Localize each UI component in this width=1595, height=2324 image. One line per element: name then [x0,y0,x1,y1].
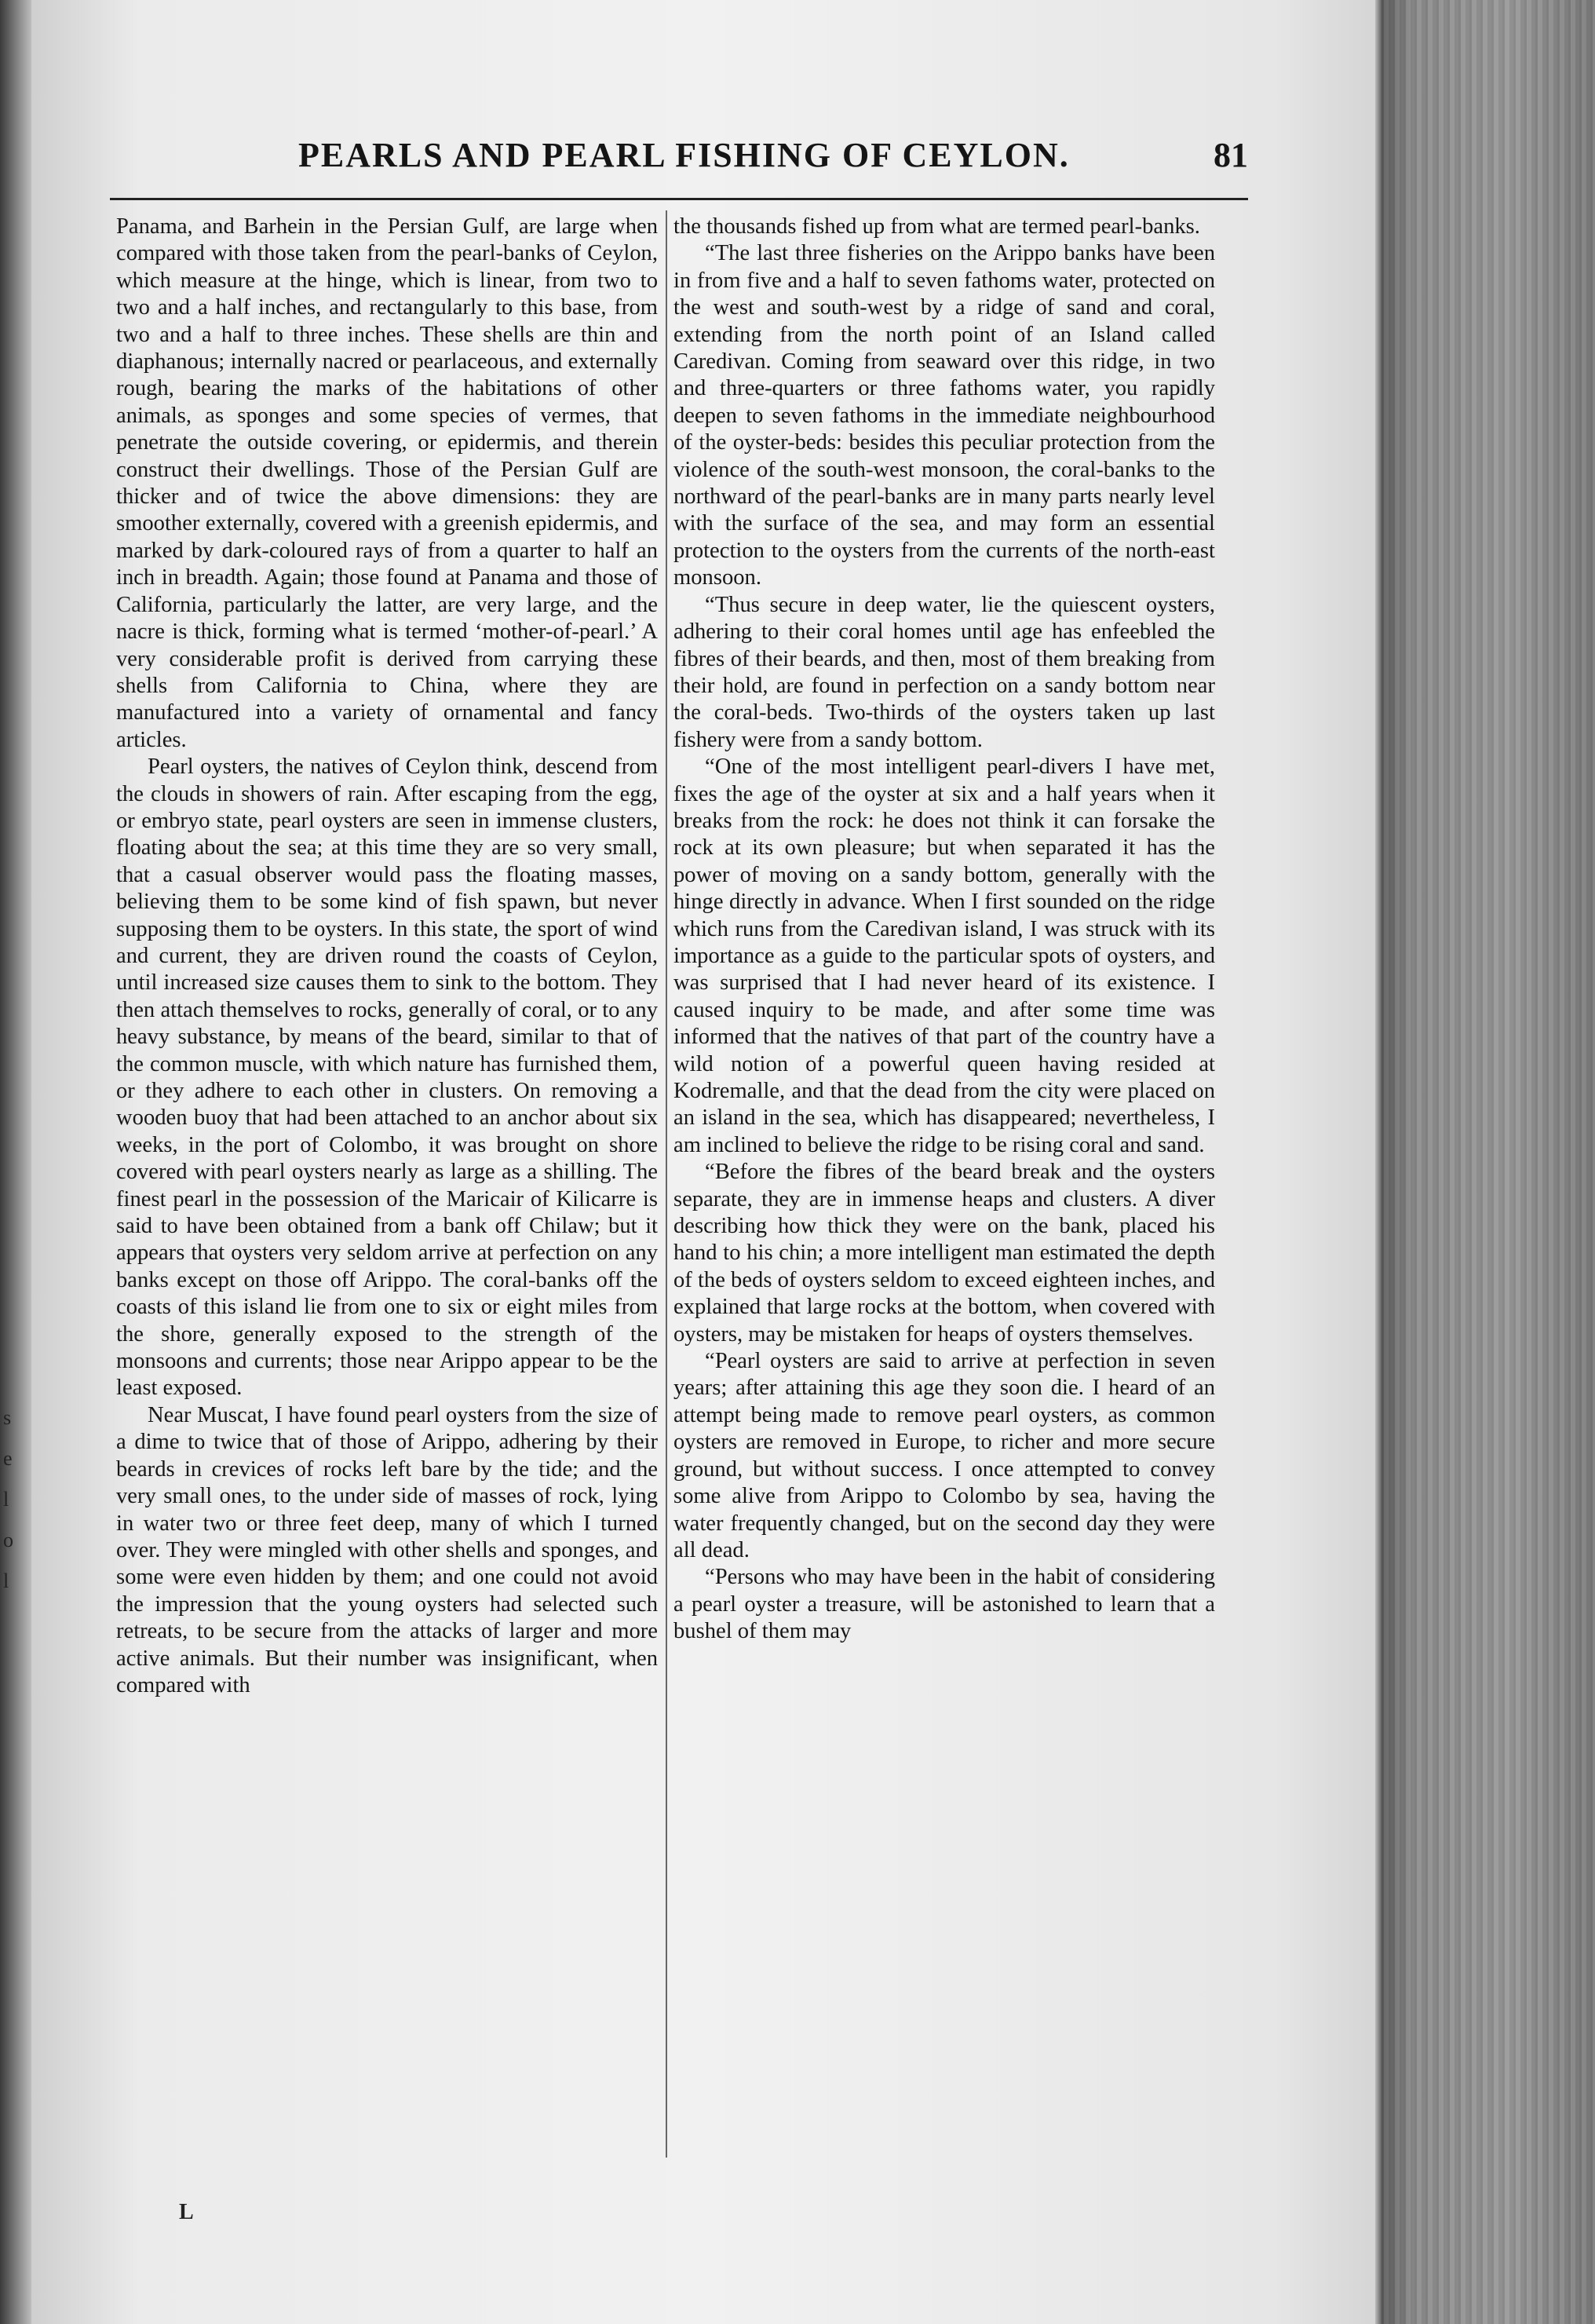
paragraph: Pearl oysters, the natives of Ceylon think, descend from the clouds in showers of rain. After escaping from the egg, or embryo state, pearl oysters are seen in immense clusters, floating about the sea; at this time they are so very small, that a casual observer would pass the floating masses, believing them to be some kind of fish spawn, but never supposing them to be oysters. In this state, the sport of wind and current, they are driven round the coasts of Ceylon, until increased size causes them to sink to the bottom. They then attach themselves to rocks, generally of coral, or to any heavy substance, by means of the beard, similar to that of the common muscle, with which nature has furnished them, or they adhere to each other in clusters. On removing a wooden buoy that had been attached to an anchor about six weeks, in the port of Colombo, it was brought on shore covered with pearl oysters nearly as large as a shilling. The finest pearl in the possession of the Maricair of Kilicarre is said to have been obtained from a bank off Chilaw; but it appears that oysters very seldom arrive at perfection on any banks except on those off Arippo. The coral-banks off the coasts of this island lie from one to six or eight miles from the shore, generally exposed to the strength of the monsoons and currents; those near Arippo appear to be the least exposed. [116,755,658,1401]
column-divider [666,210,667,2158]
paragraph: Near Muscat, I have found pearl oysters from the size of a dime to twice that of those of Arippo, adhering by their beards in crevices of rocks left bare by the tide; and the very small ones, to the under side of masses of rock, lying in water two or three feet deep, many of which I turned over. They were mingled with other shells and sponges, and some were even hidden by them; and one could not avoid the impression that the young oysters had selected such retreats, to be secure from the attacks of larger and more active animals. But their number was insignificant, when compared with [116,1402,658,1697]
wooden-background [1381,0,1595,2324]
paragraph: “One of the most intelligent pearl-divers I have met, fixes the age of the oyster at six and a half years when it breaks from the rock: he does not think it can forsake the rock at its own pleasure; but when separated it has the power of moving on a sandy bottom, generally with the hinge directly in advance. When I first sounded on the ridge which runs from the Caredivan island, I was struck with its importance as a guide to the particular spots of oysters, and was surprised that I had never heard of its existence. I caused inquiry to be made, and after some time was informed that the natives of that part of the country have a wild notion of a powerful queen having resided at Kodremalle, and that the dead from the city were placed on an island in the sea, which has disappeared; nevertheless, I am inclined to believe the ridge to be rising coral and sand. [673,755,1215,1157]
signature-mark: L [179,2200,194,2224]
right-column [673,214,1215,1646]
header-rule [110,198,1248,200]
paragraph: “Before the fibres of the beard break and the oysters separate, they are in immense heaps and clusters. A diver describing how thick they were on the bank, placed his hand to his chin; a more intelligent man estimated the depth of the beds of oysters seldom to exceed eighteen inches, and explained that large rocks at the bottom, when covered with oysters, may be mistaken for heaps of oysters themselves. [673,1160,1216,1347]
paragraph: “Thus secure in deep water, lie the quiescent oysters, adhering to their coral homes until age has enfeebled the fibres of their beards, and then, most of them breaking from their hold, are found in perfection on a sandy bottom near the coral-beds. Two-thirds of the oysters taken up last fishery were from a sandy bottom. [673,592,1215,752]
paragraph: “Pearl oysters are said to arrive at perfection in seven years; after attaining this age they soon die. I heard of an attempt being made to remove pearl oysters, as common oysters are removed in Europe, to richer and more secure ground, but without success. I once attempted to convey some alive from Arippo to Colombo by sea, having the water frequently changed, but on the second day they were all dead. [673,1349,1215,1562]
left-page-edge [0,0,31,2324]
paragraph: “The last three fisheries on the Arippo banks have been in from five and a half to seven fathoms water, protected on the west and south-west by a ridge of sand and coral, extending from the north point of an Island called Caredivan. Coming from seaward over this ridge, in two and three-quarters or three fathoms water, you rapidly deepen to seven fathoms in the immediate neighbourhood of the oyster-beds: besides this peculiar protection from the violence of the south-west monsoon, the coral-banks to the northward of the pearl-banks are in many parts nearly level with the surface of the sea, and may form an essential protection to the oysters from the currents of the north-east monsoon. [673,241,1215,590]
adjacent-page-margin-marks: s e l o l [3,1406,13,1592]
paragraph: the thousands fished up from what are termed pearl-banks. [673,214,1200,239]
left-column [116,214,658,1699]
running-title: PEARLS AND PEARL FISHING OF CEYLON. [298,136,1070,174]
page-number: 81 [1214,136,1248,174]
paragraph: “Persons who may have been in the habit of considering a pearl oyster a treasure, will be astonished to learn that a bushel of them may [673,1565,1215,1644]
paragraph: Panama, and Barhein in the Persian Gulf, are large when compared with those taken from the pearl-banks of Ceylon, which measure at the hinge, which is linear, from two to two and a half inches, and rectangularly to this base, from two and a half to three inches. These shells are thin and diaphanous; internally nacred or pearlaceous, and externally rough, bearing the marks of the habitations of other animals, as sponges and some species of vermes, that penetrate the outside covering, or epidermis, and therein construct their dwellings. Those of the Persian Gulf are thicker and of twice the above dimensions: they are smoother externally, covered with a greenish epidermis, and marked by dark-coloured rays of from a quarter to half an inch in breadth. Again; those found at Panama and those of California, particularly the latter, are very large, and the nacre is thick, forming what is termed ‘mother-of-pearl.’ A very considerable profit is derived from carrying these shells from California to China, where they are manufactured into a variety of ornamental and fancy articles. [116,214,658,752]
page-header [298,135,1248,182]
